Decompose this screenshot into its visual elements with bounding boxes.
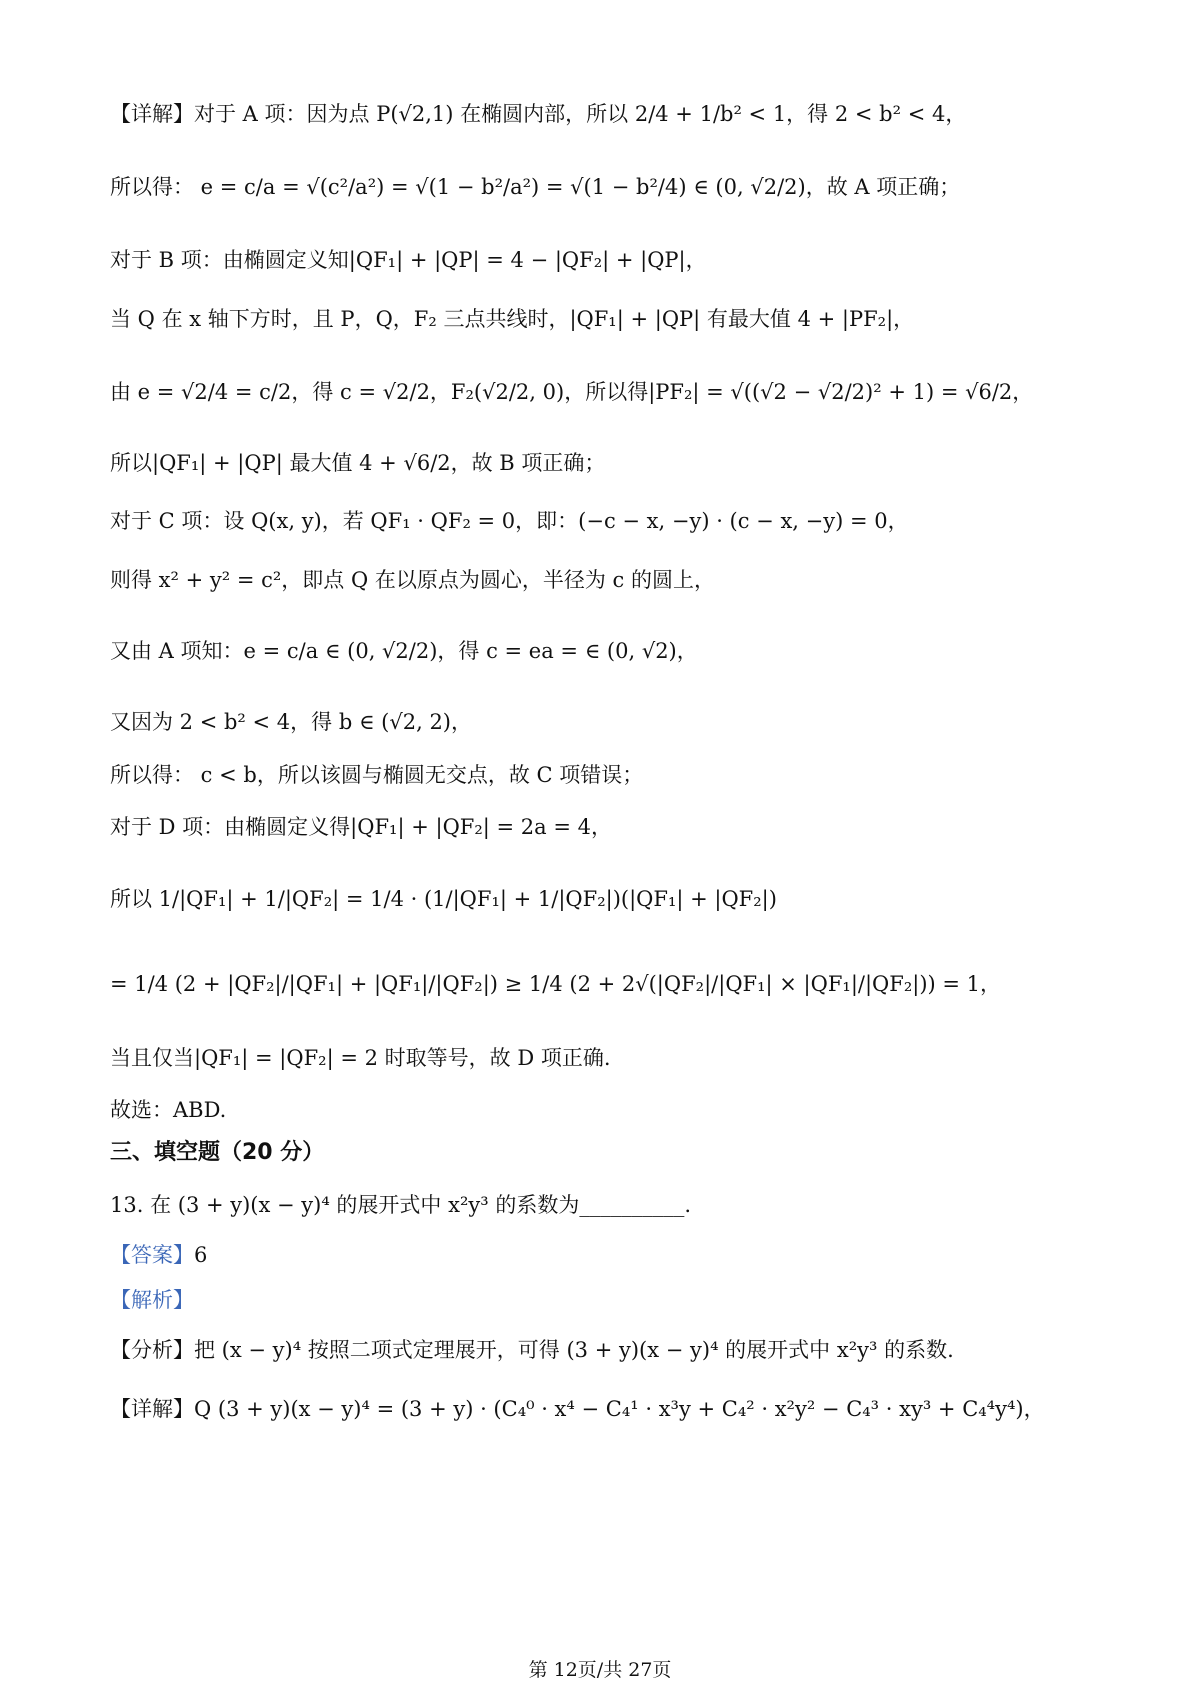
- line-11: 所以得： c < b，所以该圆与椭圆无交点，故 C 项错误；: [110, 763, 644, 787]
- xiangjie-line: 【详解】Q (3 + y)(x − y)⁴ = (3 + y) · (C₄⁰ · x⁴ − C₄¹ · x³y + C₄² · x²y² − C₄³ · xy³ + C₄⁴y⁴)，: [110, 1397, 1045, 1421]
- line-14: = 1/4 (2 + |QF₂|/|QF₁| + |QF₁|/|QF₂|) ≥ 1/4 (2 + 2√(|QF₂|/|QF₁| × |QF₁|/|QF₂|)) = 1，: [110, 972, 1002, 996]
- line-6: 所以|QF₁| + |QP| 最大值 4 + √6/2，故 B 项正确；: [110, 451, 606, 475]
- line-5: 由 e = √2/4 = c/2，得 c = √2/2，F₂(√2/2, 0)，所以得|PF₂| = √((√2 − √2/2)² + 1) = √6/2，: [110, 380, 1034, 404]
- answer-label: 【答案】: [110, 1243, 194, 1267]
- answer-row: [110, 1240, 207, 1270]
- answer-value: 6: [194, 1243, 208, 1267]
- question-13: 13. 在 (3 + y)(x − y)⁴ 的展开式中 x²y³ 的系数为__________.: [110, 1193, 692, 1217]
- line-15: 当且仅当|QF₁| = |QF₂| = 2 时取等号，故 D 项正确.: [110, 1046, 611, 1070]
- line-13: 所以 1/|QF₁| + 1/|QF₂| = 1/4 · (1/|QF₁| + 1/|QF₂|)(|QF₁| + |QF₂|): [110, 887, 777, 911]
- line-10: 又因为 2 < b² < 4，得 b ∈ (√2, 2)，: [110, 710, 473, 734]
- line-16: 故选：ABD.: [110, 1098, 227, 1122]
- line-12: 对于 D 项：由椭圆定义得|QF₁| + |QF₂| = 2a = 4，: [110, 815, 612, 839]
- line-4: 当 Q 在 x 轴下方时，且 P，Q，F₂ 三点共线时，|QF₁| + |QP| 有最大值 4 + |PF₂|，: [110, 307, 915, 331]
- line-7: 对于 C 项：设 Q(x, y)，若 QF₁ · QF₂ = 0，即：(−c − x, −y) · (c − x, −y) = 0，: [110, 509, 909, 533]
- section-heading: 三、填空题（20 分）: [110, 1140, 325, 1165]
- fenxi-line: 【分析】把 (x − y)⁴ 按照二项式定理展开，可得 (3 + y)(x − y)⁴ 的展开式中 x²y³ 的系数.: [110, 1338, 954, 1362]
- line-3: 对于 B 项：由椭圆定义知|QF₁| + |QP| = 4 − |QF₂| + |QP|，: [110, 248, 707, 272]
- line-2: 所以得： e = c/a = √(c²/a²) = √(1 − b²/a²) = √(1 − b²/4) ∈ (0, √2/2)，故 A 项正确；: [110, 175, 961, 199]
- line-8: 则得 x² + y² = c²，即点 Q 在以原点为圆心，半径为 c 的圆上，: [110, 568, 715, 592]
- line-1: 【详解】对于 A 项：因为点 P(√2,1) 在椭圆内部，所以 2/4 + 1/b² < 1，得 2 < b² < 4，: [110, 102, 967, 126]
- page-footer: 第 12页/共 27页: [528, 1659, 672, 1681]
- line-9: 又由 A 项知：e = c/a ∈ (0, √2/2)，得 c = ea = ∈ (0, √2)，: [110, 639, 698, 663]
- analysis-label: 【解析】: [110, 1288, 194, 1312]
